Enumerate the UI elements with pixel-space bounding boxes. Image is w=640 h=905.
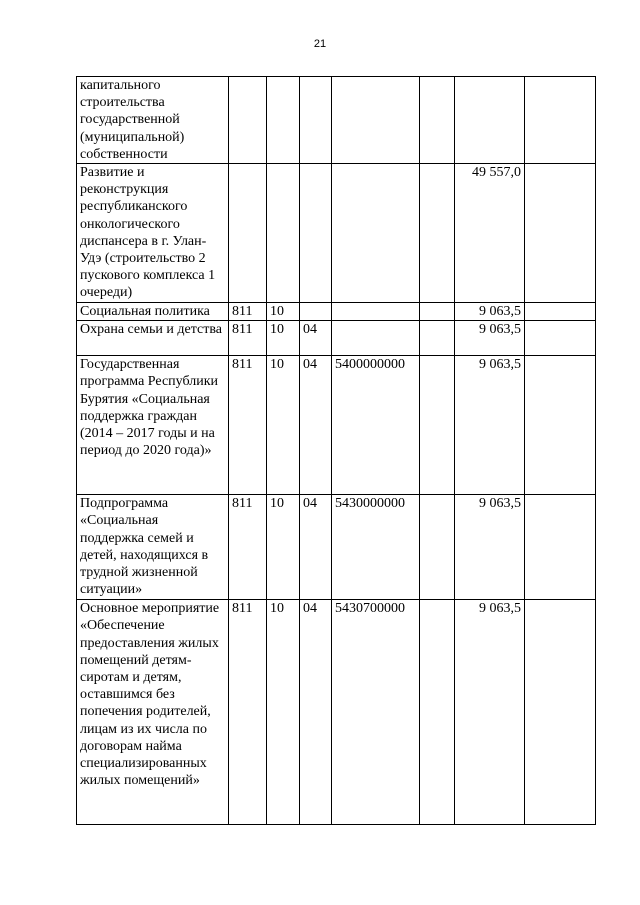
table-row [77, 164, 596, 303]
table-row [77, 356, 596, 495]
subsection-code-cell: 04 [300, 600, 332, 825]
type-code-cell [420, 164, 455, 303]
row-name-cell: Государственная программа Республики Бурятия «Социальная поддержка граждан (2014 – 2017 годы и на период до 2020 года)» [77, 356, 229, 495]
subsection-code-cell [300, 303, 332, 321]
subsection-code-cell: 04 [300, 356, 332, 495]
amount-cell: 49 557,0 [455, 164, 525, 303]
target-code-cell: 5430700000 [332, 600, 420, 825]
row-name-cell: Основное мероприятие «Обеспечение предоставления жилых помещений детям-сиротам и детям, оставшимся без попечения родителей, лицам из их числа по договорам найма специализированных жилых помещений» [77, 600, 229, 825]
type-code-cell [420, 495, 455, 600]
amount-cell [455, 77, 525, 164]
section-code-cell: 10 [267, 321, 300, 356]
extra-cell [525, 356, 596, 495]
type-code-cell [420, 321, 455, 356]
section-code-cell: 10 [267, 356, 300, 495]
row-name-cell: Социальная политика [77, 303, 229, 321]
extra-cell [525, 303, 596, 321]
extra-cell [525, 164, 596, 303]
subsection-code-cell [300, 77, 332, 164]
admin-code-cell: 811 [229, 303, 267, 321]
row-name-cell: капитального строительства государственной (муниципальной) собственности [77, 77, 229, 164]
target-code-cell [332, 164, 420, 303]
section-code-cell: 10 [267, 495, 300, 600]
admin-code-cell: 811 [229, 495, 267, 600]
admin-code-cell: 811 [229, 356, 267, 495]
target-code-cell [332, 303, 420, 321]
admin-code-cell: 811 [229, 600, 267, 825]
amount-cell: 9 063,5 [455, 600, 525, 825]
page-number: 21 [313, 38, 327, 50]
admin-code-cell [229, 77, 267, 164]
target-code-cell: 5400000000 [332, 356, 420, 495]
type-code-cell [420, 356, 455, 495]
amount-cell: 9 063,5 [455, 356, 525, 495]
amount-cell: 9 063,5 [455, 303, 525, 321]
admin-code-cell [229, 164, 267, 303]
target-code-cell [332, 77, 420, 164]
table-row [77, 321, 596, 356]
section-code-cell [267, 77, 300, 164]
section-code-cell: 10 [267, 600, 300, 825]
budget-table [76, 76, 596, 825]
type-code-cell [420, 303, 455, 321]
extra-cell [525, 600, 596, 825]
amount-cell: 9 063,5 [455, 321, 525, 356]
target-code-cell: 5430000000 [332, 495, 420, 600]
extra-cell [525, 321, 596, 356]
admin-code-cell: 811 [229, 321, 267, 356]
section-code-cell: 10 [267, 303, 300, 321]
row-name-cell: Охрана семьи и детства [77, 321, 229, 356]
target-code-cell [332, 321, 420, 356]
table-row [77, 600, 596, 825]
subsection-code-cell: 04 [300, 321, 332, 356]
section-code-cell [267, 164, 300, 303]
table-row [77, 77, 596, 164]
row-name-cell: Подпрограмма «Социальная поддержка семей и детей, находящихся в трудной жизненной ситуации» [77, 495, 229, 600]
subsection-code-cell [300, 164, 332, 303]
subsection-code-cell: 04 [300, 495, 332, 600]
extra-cell [525, 77, 596, 164]
row-name-cell: Развитие и реконструкция республиканского онкологического диспансера в г. Улан-Удэ (строительство 2 пускового комплекса 1 очереди) [77, 164, 229, 303]
type-code-cell [420, 600, 455, 825]
table-row [77, 495, 596, 600]
table-row [77, 303, 596, 321]
type-code-cell [420, 77, 455, 164]
extra-cell [525, 495, 596, 600]
amount-cell: 9 063,5 [455, 495, 525, 600]
